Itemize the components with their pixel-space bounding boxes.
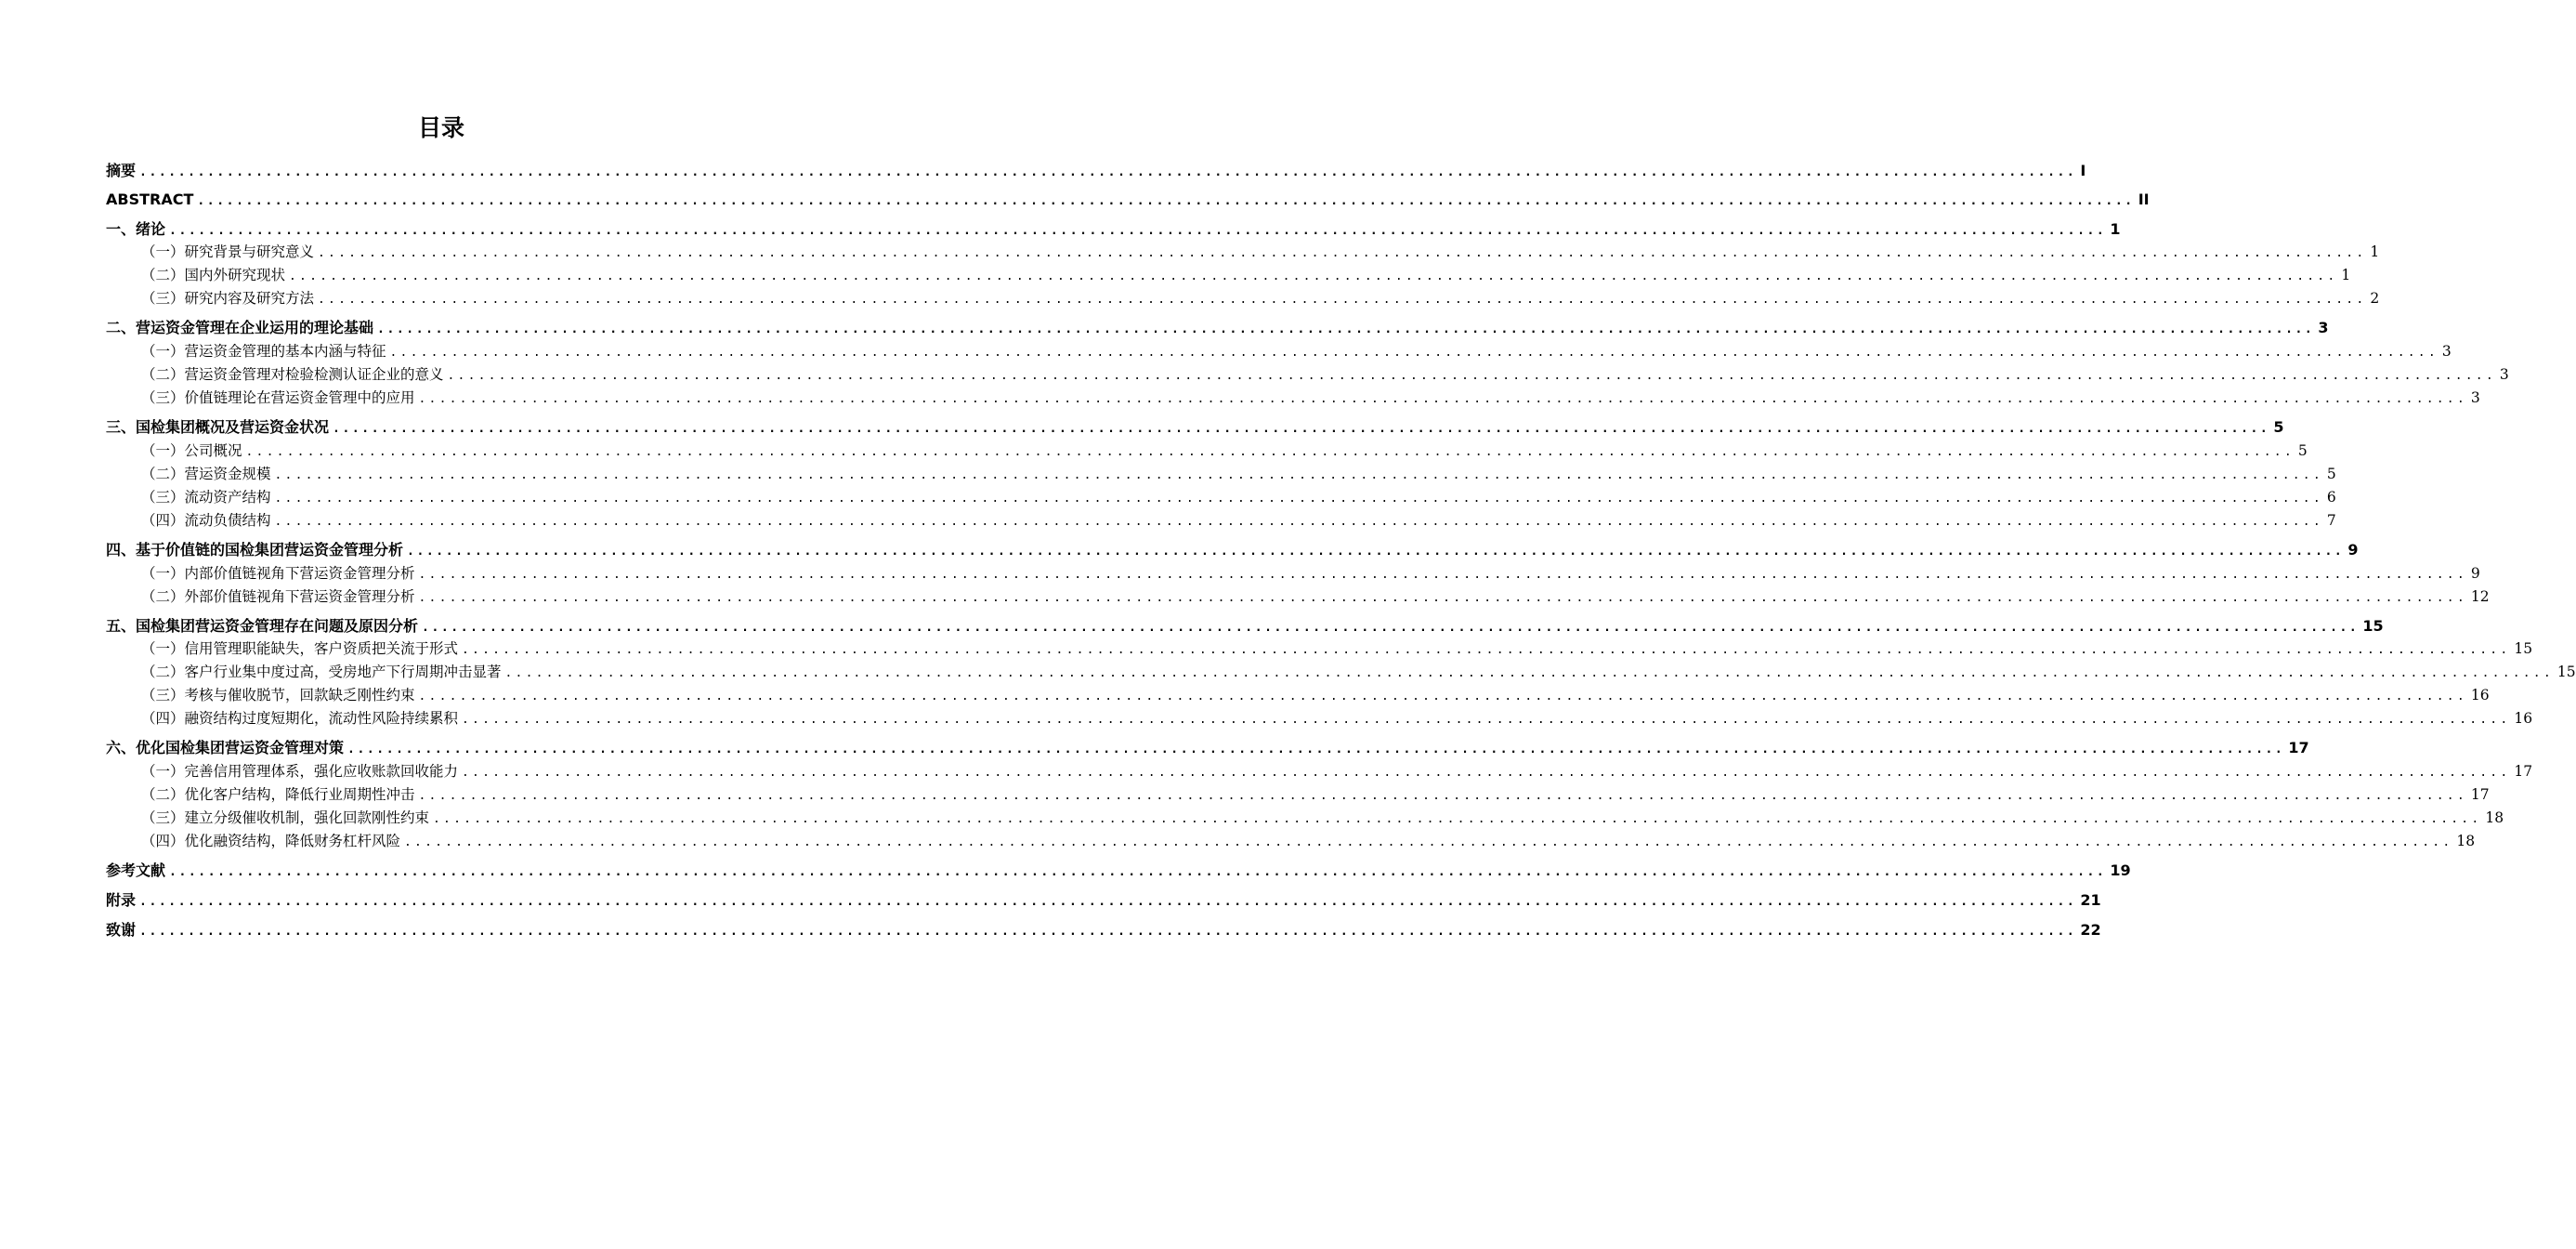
toc-page-number: I — [2080, 162, 2086, 179]
toc-entry-label: （一）研究背景与研究意义 — [141, 243, 315, 260]
toc-chapter-entry[interactable] — [106, 615, 2384, 638]
dot-leader: ........................................................................................................................................................................................................ — [245, 445, 2295, 459]
toc-section-entry[interactable] — [106, 340, 2452, 362]
toc-chapter-entry[interactable] — [106, 919, 2101, 941]
toc-section-entry[interactable] — [106, 783, 2490, 806]
toc-entry-label: 一、绪论 — [106, 220, 166, 238]
toc-page-number: 17 — [2288, 739, 2309, 756]
toc-entry-label: ABSTRACT — [106, 191, 194, 208]
toc-chapter-entry[interactable] — [106, 218, 2121, 241]
toc-page-number: 19 — [2110, 861, 2131, 879]
dot-leader: ........................................................................................................................................................................................................ — [139, 165, 2077, 179]
dot-leader: ........................................................................................................................................................................................................ — [318, 293, 2367, 307]
toc-chapter-entry[interactable] — [106, 539, 2359, 561]
toc-entry-label: （二）优化客户结构，降低行业周期性冲击 — [141, 786, 415, 803]
toc-chapter-entry[interactable] — [106, 416, 2284, 439]
toc-page-number: 15 — [2362, 617, 2384, 635]
toc-page-number: 9 — [2347, 541, 2359, 559]
toc-entry-label: （四）优化融资结构，降低财务杠杆风险 — [141, 833, 401, 849]
toc-page-number: 15 — [2514, 640, 2533, 657]
dot-leader: ........................................................................................................................................................................................................ — [274, 515, 2323, 529]
toc-entry-label: （三）流动资产结构 — [141, 489, 271, 506]
dot-leader: ........................................................................................................................................................................................................ — [333, 422, 2270, 436]
dot-leader: ........................................................................................................................................................................................................ — [169, 865, 2107, 879]
toc-page-number: 3 — [2470, 389, 2480, 406]
dot-leader: ........................................................................................................................................................................................................ — [504, 666, 2554, 680]
toc-page-number: 3 — [2499, 366, 2509, 383]
toc-entry-label: 致谢 — [106, 921, 137, 939]
toc-chapter-entry[interactable] — [106, 737, 2309, 759]
toc-section-entry[interactable] — [106, 363, 2509, 386]
toc-page-number: 17 — [2514, 763, 2533, 780]
toc-page-number: 5 — [2297, 442, 2308, 459]
toc-section-entry[interactable] — [106, 760, 2533, 782]
dot-leader: ........................................................................................................................................................................................................ — [462, 713, 2511, 727]
dot-leader: ........................................................................................................................................................................................................ — [274, 468, 2323, 482]
toc-entry-label: （一）公司概况 — [141, 442, 242, 459]
toc-entry-label: （三）建立分级催收机制，强化回款刚性约束 — [141, 809, 430, 826]
toc-section-entry[interactable] — [106, 707, 2533, 730]
toc-page-number: 2 — [2370, 290, 2380, 307]
toc-section-entry[interactable] — [106, 264, 2351, 286]
toc-section-entry[interactable] — [106, 387, 2480, 409]
dot-leader: ........................................................................................................................................................................................................ — [422, 621, 2360, 635]
toc-entry-label: 三、国检集团概况及营运资金状况 — [106, 418, 330, 436]
toc-page-number: 12 — [2470, 588, 2490, 605]
toc-page-number: 5 — [2326, 466, 2336, 482]
toc-chapter-entry[interactable] — [106, 189, 2150, 211]
toc-entry-label: （三）价值链理论在营运资金管理中的应用 — [141, 389, 415, 406]
toc-section-entry[interactable] — [106, 830, 2476, 852]
dot-leader: ........................................................................................................................................................................................................ — [139, 925, 2077, 939]
toc-page-number: 1 — [2110, 220, 2121, 238]
toc-section-entry[interactable] — [106, 241, 2380, 263]
dot-leader: ........................................................................................................................................................................................................ — [404, 835, 2453, 849]
toc-entry-label: （二）营运资金规模 — [141, 466, 271, 482]
toc-entry-label: 四、基于价值链的国检集团营运资金管理分析 — [106, 541, 404, 559]
toc-entry-label: （一）信用管理职能缺失，客户资质把关流于形式 — [141, 640, 459, 657]
toc-page-number: 16 — [2470, 687, 2490, 703]
dot-leader: ........................................................................................................................................................................................................ — [318, 246, 2367, 260]
toc-entry-label: （四）融资结构过度短期化，流动性风险持续累积 — [141, 710, 459, 727]
dot-leader: ........................................................................................................................................................................................................ — [447, 369, 2496, 383]
toc-section-entry[interactable] — [106, 486, 2336, 508]
toc-section-entry[interactable] — [106, 509, 2336, 532]
toc-entry-label: （三）研究内容及研究方法 — [141, 290, 315, 307]
dot-leader: ........................................................................................................................................................................................................ — [418, 591, 2467, 605]
toc-section-entry[interactable] — [106, 440, 2308, 462]
toc-chapter-entry[interactable] — [106, 160, 2086, 182]
toc-entry-label: （二）外部价值链视角下营运资金管理分析 — [141, 588, 415, 605]
toc-section-entry[interactable] — [106, 562, 2480, 585]
toc-entry-label: （二）客户行业集中度过高，受房地产下行周期冲击显著 — [141, 664, 502, 680]
toc-page-number: 7 — [2326, 512, 2336, 529]
dot-leader: ........................................................................................................................................................................................................ — [169, 224, 2107, 238]
dot-leader: ........................................................................................................................................................................................................ — [433, 812, 2482, 826]
toc-entry-label: （一）完善信用管理体系，强化应收账款回收能力 — [141, 763, 459, 780]
toc-page-number: 5 — [2273, 418, 2284, 436]
dot-leader: ........................................................................................................................................................................................................ — [347, 743, 2285, 756]
toc-page-number: 22 — [2080, 921, 2101, 939]
toc-entry-label: （三）考核与催收脱节，回款缺乏刚性约束 — [141, 687, 415, 703]
toc-section-entry[interactable] — [106, 661, 2576, 683]
toc-page-number: 1 — [2341, 267, 2351, 283]
toc-entry-label: 五、国检集团营运资金管理存在问题及原因分析 — [106, 617, 419, 635]
toc-section-entry[interactable] — [106, 807, 2504, 829]
toc-entry-label: 附录 — [106, 891, 137, 909]
toc-page-number: 21 — [2080, 891, 2101, 909]
dot-leader: ........................................................................................................................................................................................................ — [389, 346, 2439, 360]
toc-page-number: 15 — [2556, 664, 2576, 680]
toc-page-number: 3 — [2318, 319, 2329, 336]
toc-entry-label: （二）国内外研究现状 — [141, 267, 286, 283]
dot-leader: ........................................................................................................................................................................................................ — [418, 789, 2467, 803]
dot-leader: ........................................................................................................................................................................................................ — [139, 895, 2077, 909]
dot-leader: ........................................................................................................................................................................................................ — [418, 392, 2467, 406]
toc-page-number: 16 — [2514, 710, 2533, 727]
toc-entry-label: （四）流动负债结构 — [141, 512, 271, 529]
dot-leader: ........................................................................................................................................................................................................ — [407, 545, 2345, 559]
toc-page-number: 18 — [2456, 833, 2476, 849]
dot-leader: ........................................................................................................................................................................................................ — [418, 690, 2467, 703]
toc-page-number: 9 — [2470, 565, 2480, 582]
toc-page-number: 6 — [2326, 489, 2336, 506]
dot-leader: ........................................................................................................................................................................................................ — [462, 643, 2511, 657]
toc-entry-label: （二）营运资金管理对检验检测认证企业的意义 — [141, 366, 444, 383]
toc-section-entry[interactable] — [106, 585, 2490, 608]
toc-section-entry[interactable] — [106, 463, 2336, 485]
toc-entry-label: 参考文献 — [106, 861, 166, 879]
toc-page-number: 17 — [2470, 786, 2490, 803]
dot-leader: ........................................................................................................................................................................................................ — [462, 766, 2511, 780]
toc-page-number: II — [2138, 191, 2150, 208]
dot-leader: ........................................................................................................................................................................................................ — [377, 322, 2315, 336]
dot-leader: ........................................................................................................................................................................................................ — [274, 492, 2323, 506]
toc-entry-label: （一）内部价值链视角下营运资金管理分析 — [141, 565, 415, 582]
toc-page-number: 1 — [2370, 243, 2380, 260]
dot-leader: ........................................................................................................................................................................................................ — [197, 194, 2135, 208]
toc-page-number: 3 — [2441, 343, 2452, 360]
toc-entry-label: 六、优化国检集团营运资金管理对策 — [106, 739, 345, 756]
toc-chapter-entry[interactable] — [106, 889, 2101, 912]
toc-entry-label: （一）营运资金管理的基本内涵与特征 — [141, 343, 386, 360]
toc-entry-label: 二、营运资金管理在企业运用的理论基础 — [106, 319, 374, 336]
toc-section-entry[interactable] — [106, 684, 2490, 706]
toc-page-number: 18 — [2485, 809, 2504, 826]
toc-section-entry[interactable] — [106, 287, 2380, 309]
toc-section-entry[interactable] — [106, 638, 2533, 660]
toc-chapter-entry[interactable] — [106, 317, 2329, 339]
dot-leader: ........................................................................................................................................................................................................ — [289, 270, 2338, 283]
dot-leader: ........................................................................................................................................................................................................ — [418, 568, 2467, 582]
toc-chapter-entry[interactable] — [106, 860, 2131, 882]
page-title: 目录 — [417, 114, 464, 141]
toc-entry-label: 摘要 — [106, 162, 137, 179]
